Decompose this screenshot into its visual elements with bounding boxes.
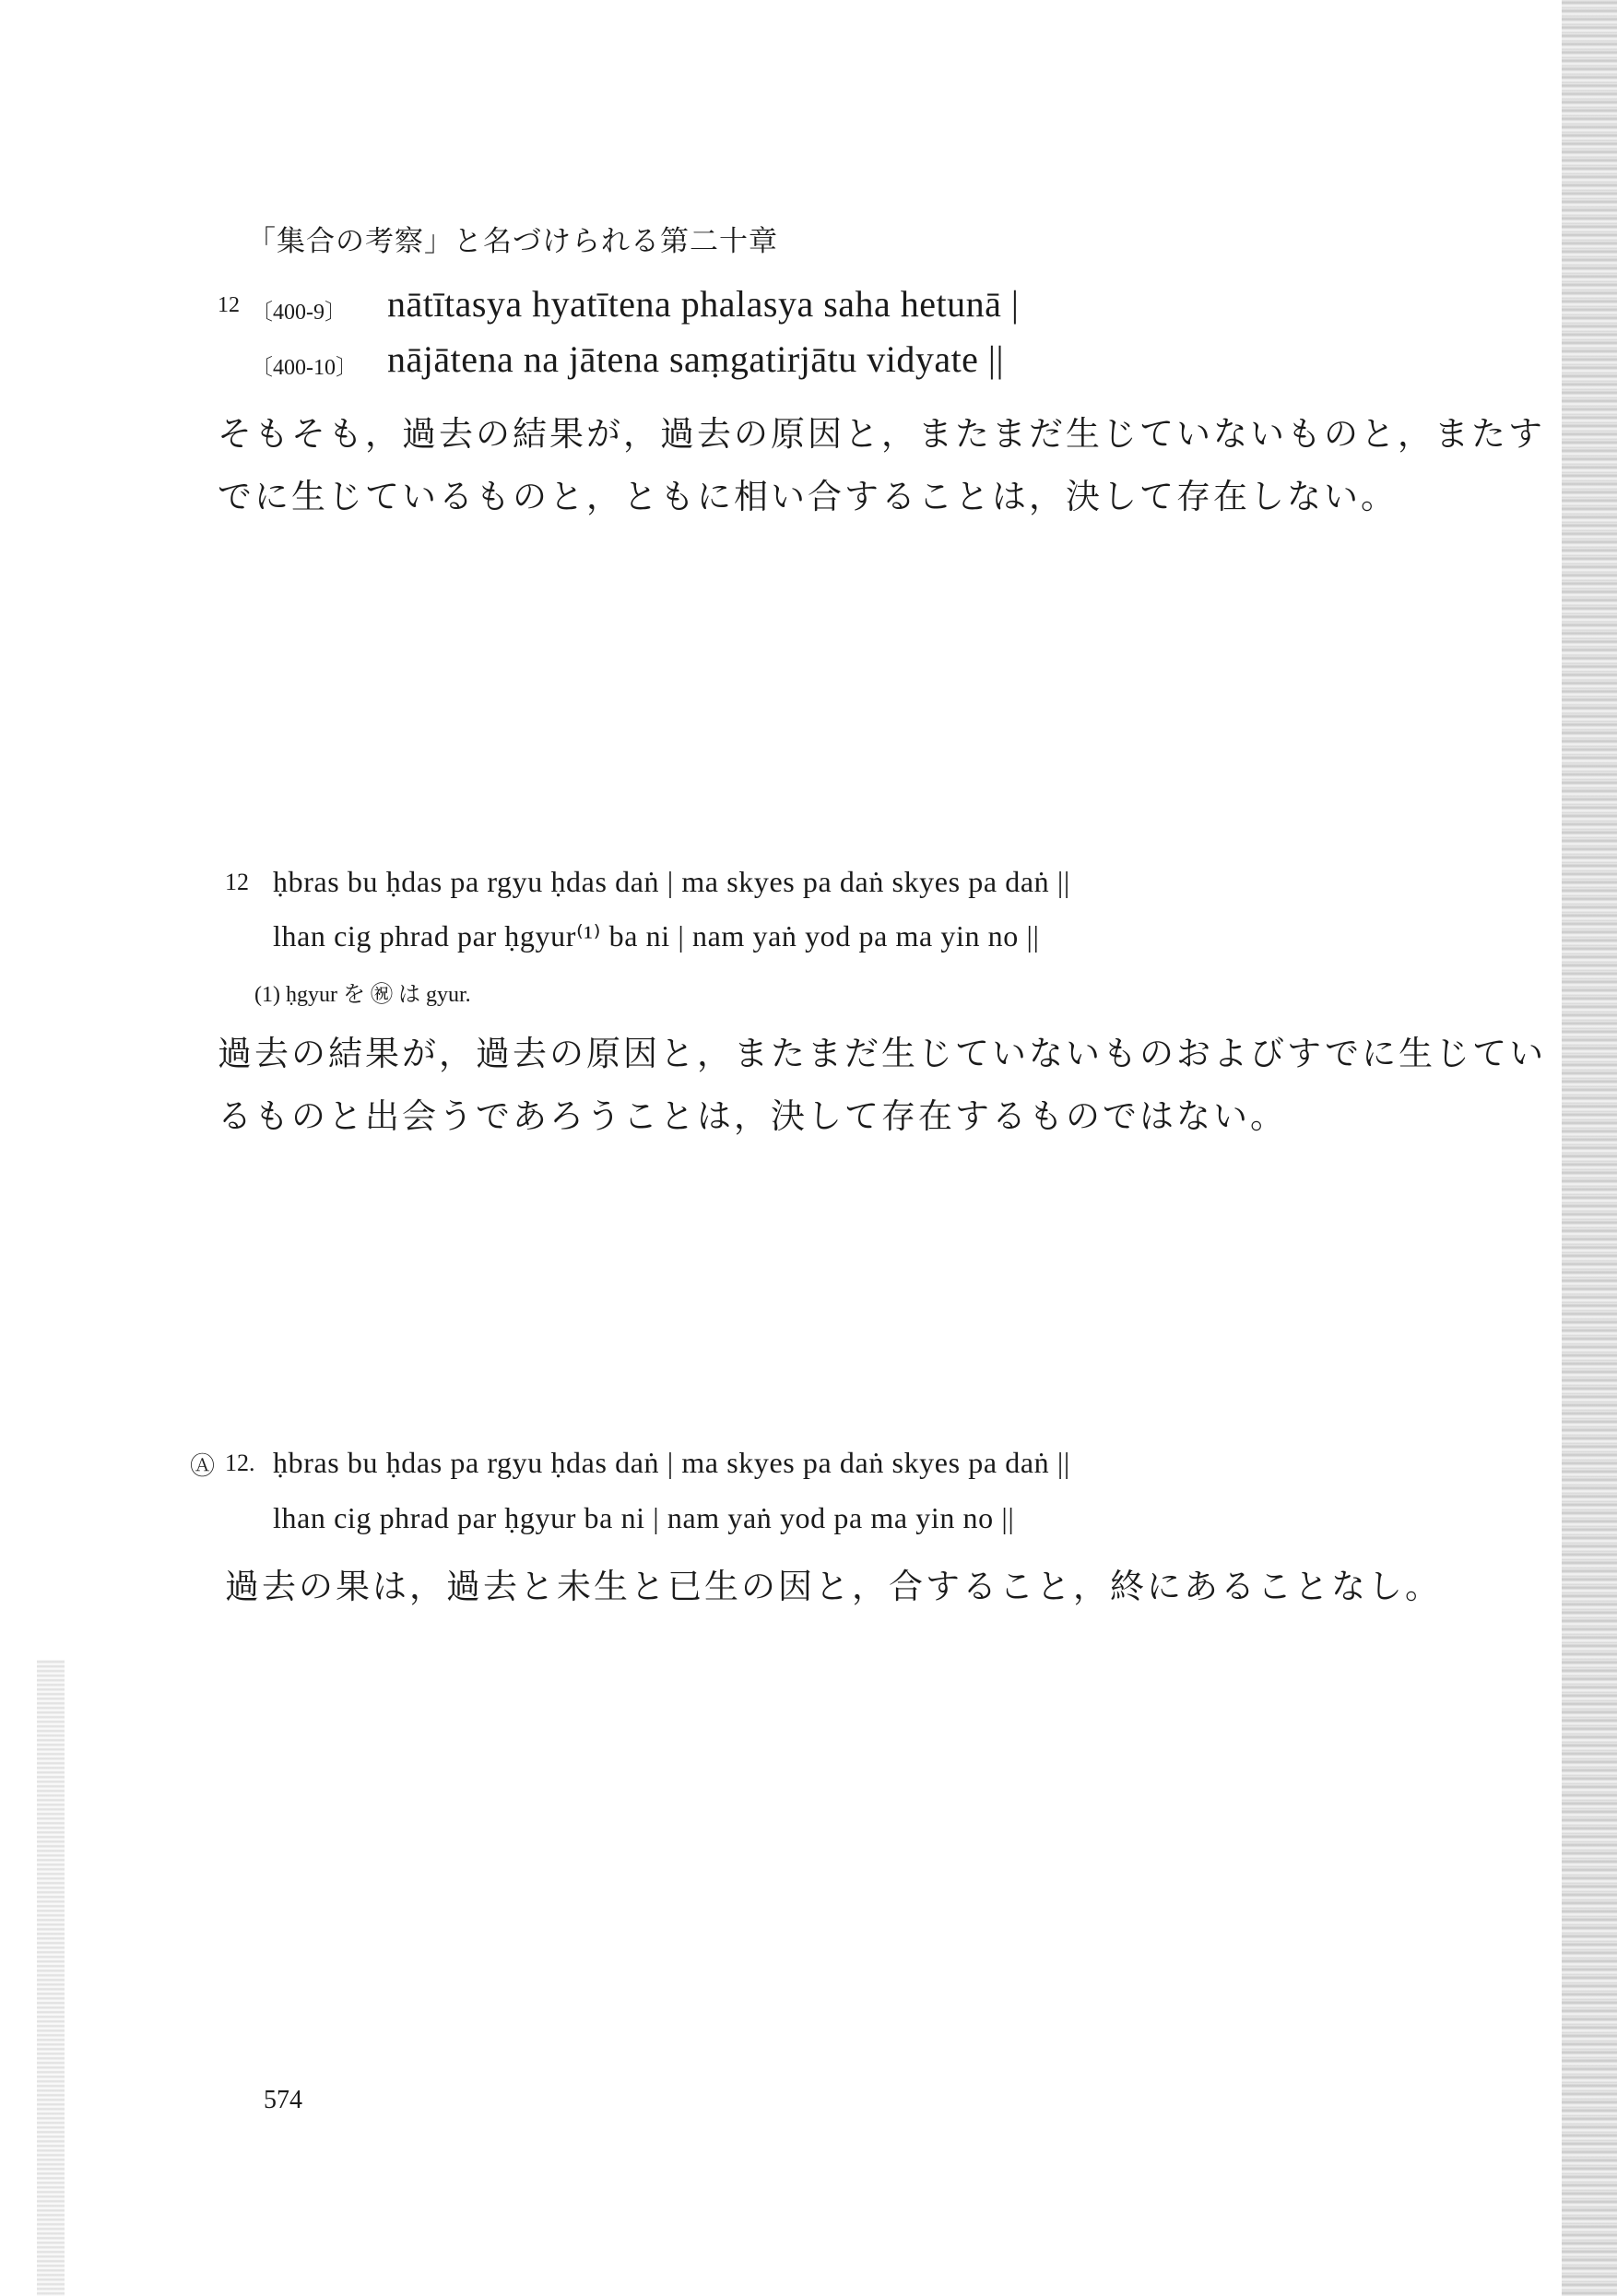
tibetan-2-line-2: lhan cig phrad par ḥgyur ba ni | nam yaṅ yod pa ma yin no || [273, 1501, 1015, 1534]
tibetan-1-translation-line-1: 過去の結果が，過去の原因と，またまだ生じていないものおよびすでに生じてい [218, 1034, 1547, 1073]
tibetan-1-line-1: ḥbras bu ḥdas pa rgyu ḥdas daṅ | ma skyes pa daṅ skyes pa daṅ || [273, 865, 1070, 898]
sanskrit-line-1: nātītasya hyatītena phalasya saha hetunā | [387, 283, 1020, 325]
sanskrit-translation-line-1: そもそも，過去の結果が，過去の原因と，またまだ生じていないものと，またす [218, 414, 1545, 454]
page-number: 574 [264, 2086, 302, 2114]
tibetan-2-translation-line-1: 過去の果は，過去と未生と已生の因と，合すること，終にあることなし。 [225, 1567, 1442, 1606]
tibetan-1-verse-number: 12 [225, 869, 249, 895]
tibetan-1-footnote: (1) ḥgyur を ㊗ は gyur. [254, 983, 471, 1007]
tibetan-1-translation-line-2: るものと出会うであろうことは，決して存在するものではない。 [218, 1096, 1287, 1136]
tibetan-2-verse-number: 12. [225, 1450, 255, 1476]
edition-marker-a: Ⓐ [190, 1452, 215, 1481]
chapter-header: 「集合の考察」と名づけられる第二十章 [247, 225, 778, 258]
sanskrit-translation-line-2: でに生じているものと，ともに相い合することは，決して存在しない。 [218, 477, 1398, 516]
sanskrit-verse-number: 12 [218, 293, 240, 317]
sanskrit-ref-2: 〔400-10〕 [251, 356, 358, 380]
sanskrit-line-2: nājātena na jātena saṃgatirjātu vidyate || [387, 338, 1004, 380]
scan-edge-shadow [1562, 0, 1617, 2296]
sanskrit-ref-1: 〔400-9〕 [251, 301, 347, 325]
tibetan-1-line-2: lhan cig phrad par ḥgyur⁽¹⁾ ba ni | nam yaṅ yod pa ma yin no || [273, 919, 1040, 953]
tibetan-2-line-1: ḥbras bu ḥdas pa rgyu ḥdas daṅ | ma skyes pa daṅ skyes pa daṅ || [273, 1446, 1070, 1479]
scan-edge-left [37, 1660, 65, 2296]
